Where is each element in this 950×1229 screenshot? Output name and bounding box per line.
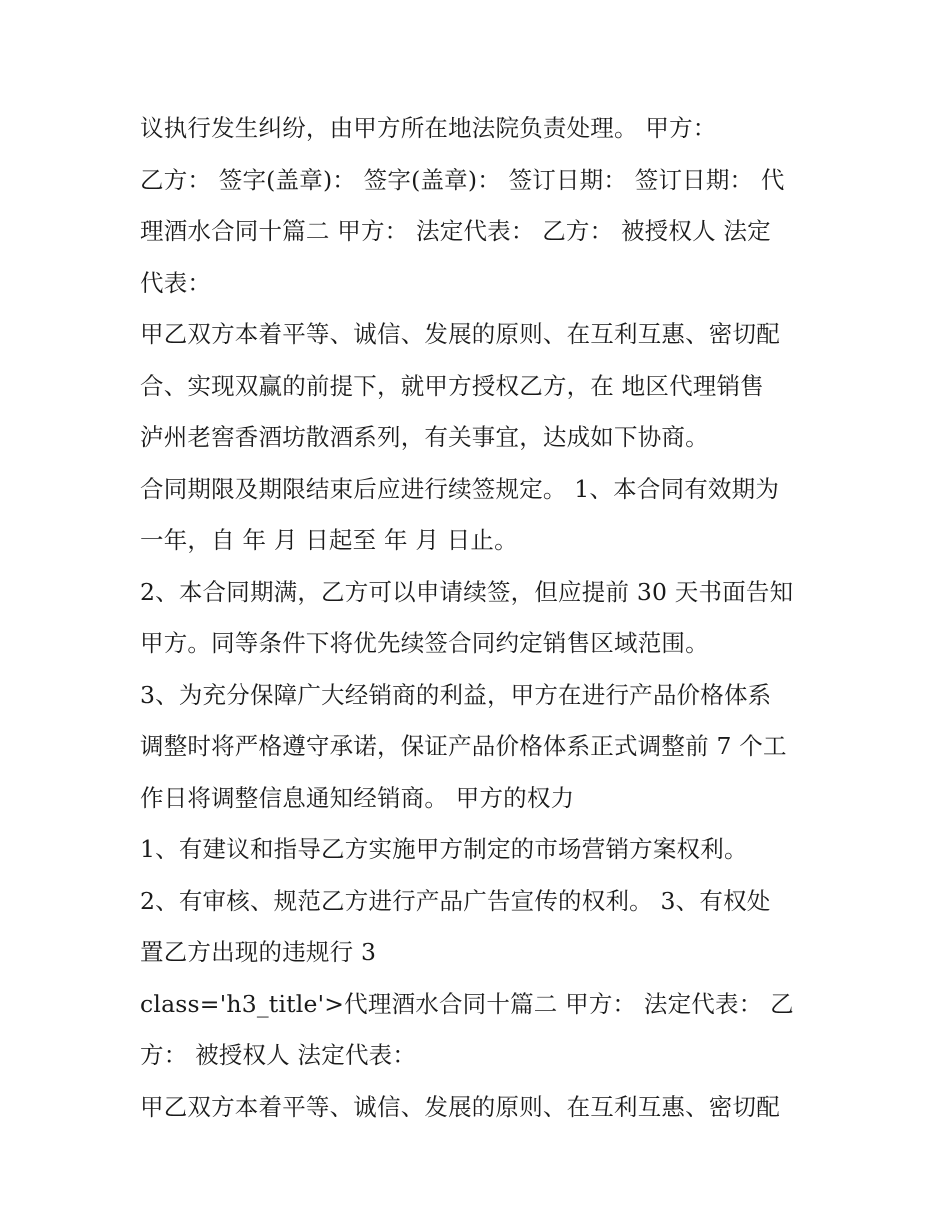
- text-line: 甲乙双方本着平等、诚信、发展的原则、在互利互惠、密切配: [140, 320, 780, 348]
- text-line: 3、为充分保障广大经销商的利益，甲方在进行产品价格体系: [140, 680, 772, 709]
- text-line: 置乙方出现的违规行 3: [140, 938, 377, 966]
- text-line: 合同期限及期限结束后应进行续签规定。 1、本合同有效期为: [140, 474, 780, 503]
- text-line: 2、有审核、规范乙方进行产品广告宣传的权利。 3、有权处: [140, 886, 771, 915]
- text-line: 调整时将严格遵守承诺，保证产品价格体系正式调整前 7 个工: [140, 732, 787, 760]
- text-line: 作日将调整信息通知经销商。 甲方的权力: [140, 783, 575, 812]
- text-line: 方： 被授权人 法定代表：: [140, 1041, 417, 1069]
- text-line: class='h3_title'>代理酒水合同十篇二 甲方： 法定代表： 乙: [140, 989, 794, 1018]
- text-line: 合、实现双赢的前提下，就甲方授权乙方，在 地区代理销售: [140, 371, 764, 400]
- text-line: 理酒水合同十篇二 甲方： 法定代表： 乙方： 被授权人 法定: [140, 217, 771, 245]
- text-line: 泸州老窖香酒坊散酒系列，有关事宜，达成如下协商。: [140, 423, 709, 451]
- contract-text-body: [140, 103, 820, 1133]
- text-line: 甲乙双方本着平等、诚信、发展的原则、在互利互惠、密切配: [140, 1092, 780, 1121]
- text-line: 1、有建议和指导乙方实施甲方制定的市场营销方案权利。: [140, 835, 748, 863]
- text-line: 2、本合同期满，乙方可以申请续签，但应提前 30 天书面告知: [140, 577, 794, 606]
- text-line: 一年，自 年 月 日起至 年 月 日止。: [140, 526, 518, 554]
- text-line: 代表：: [140, 268, 212, 297]
- text-line: 议执行发生纠纷，由甲方所在地法院负责处理。 甲方：: [140, 114, 717, 142]
- text-line: 乙方： 签字(盖章)： 签字(盖章)： 签订日期： 签订日期： 代: [140, 165, 785, 194]
- text-line: 甲方。同等条件下将优先续签合同约定销售区域范围。: [140, 629, 709, 657]
